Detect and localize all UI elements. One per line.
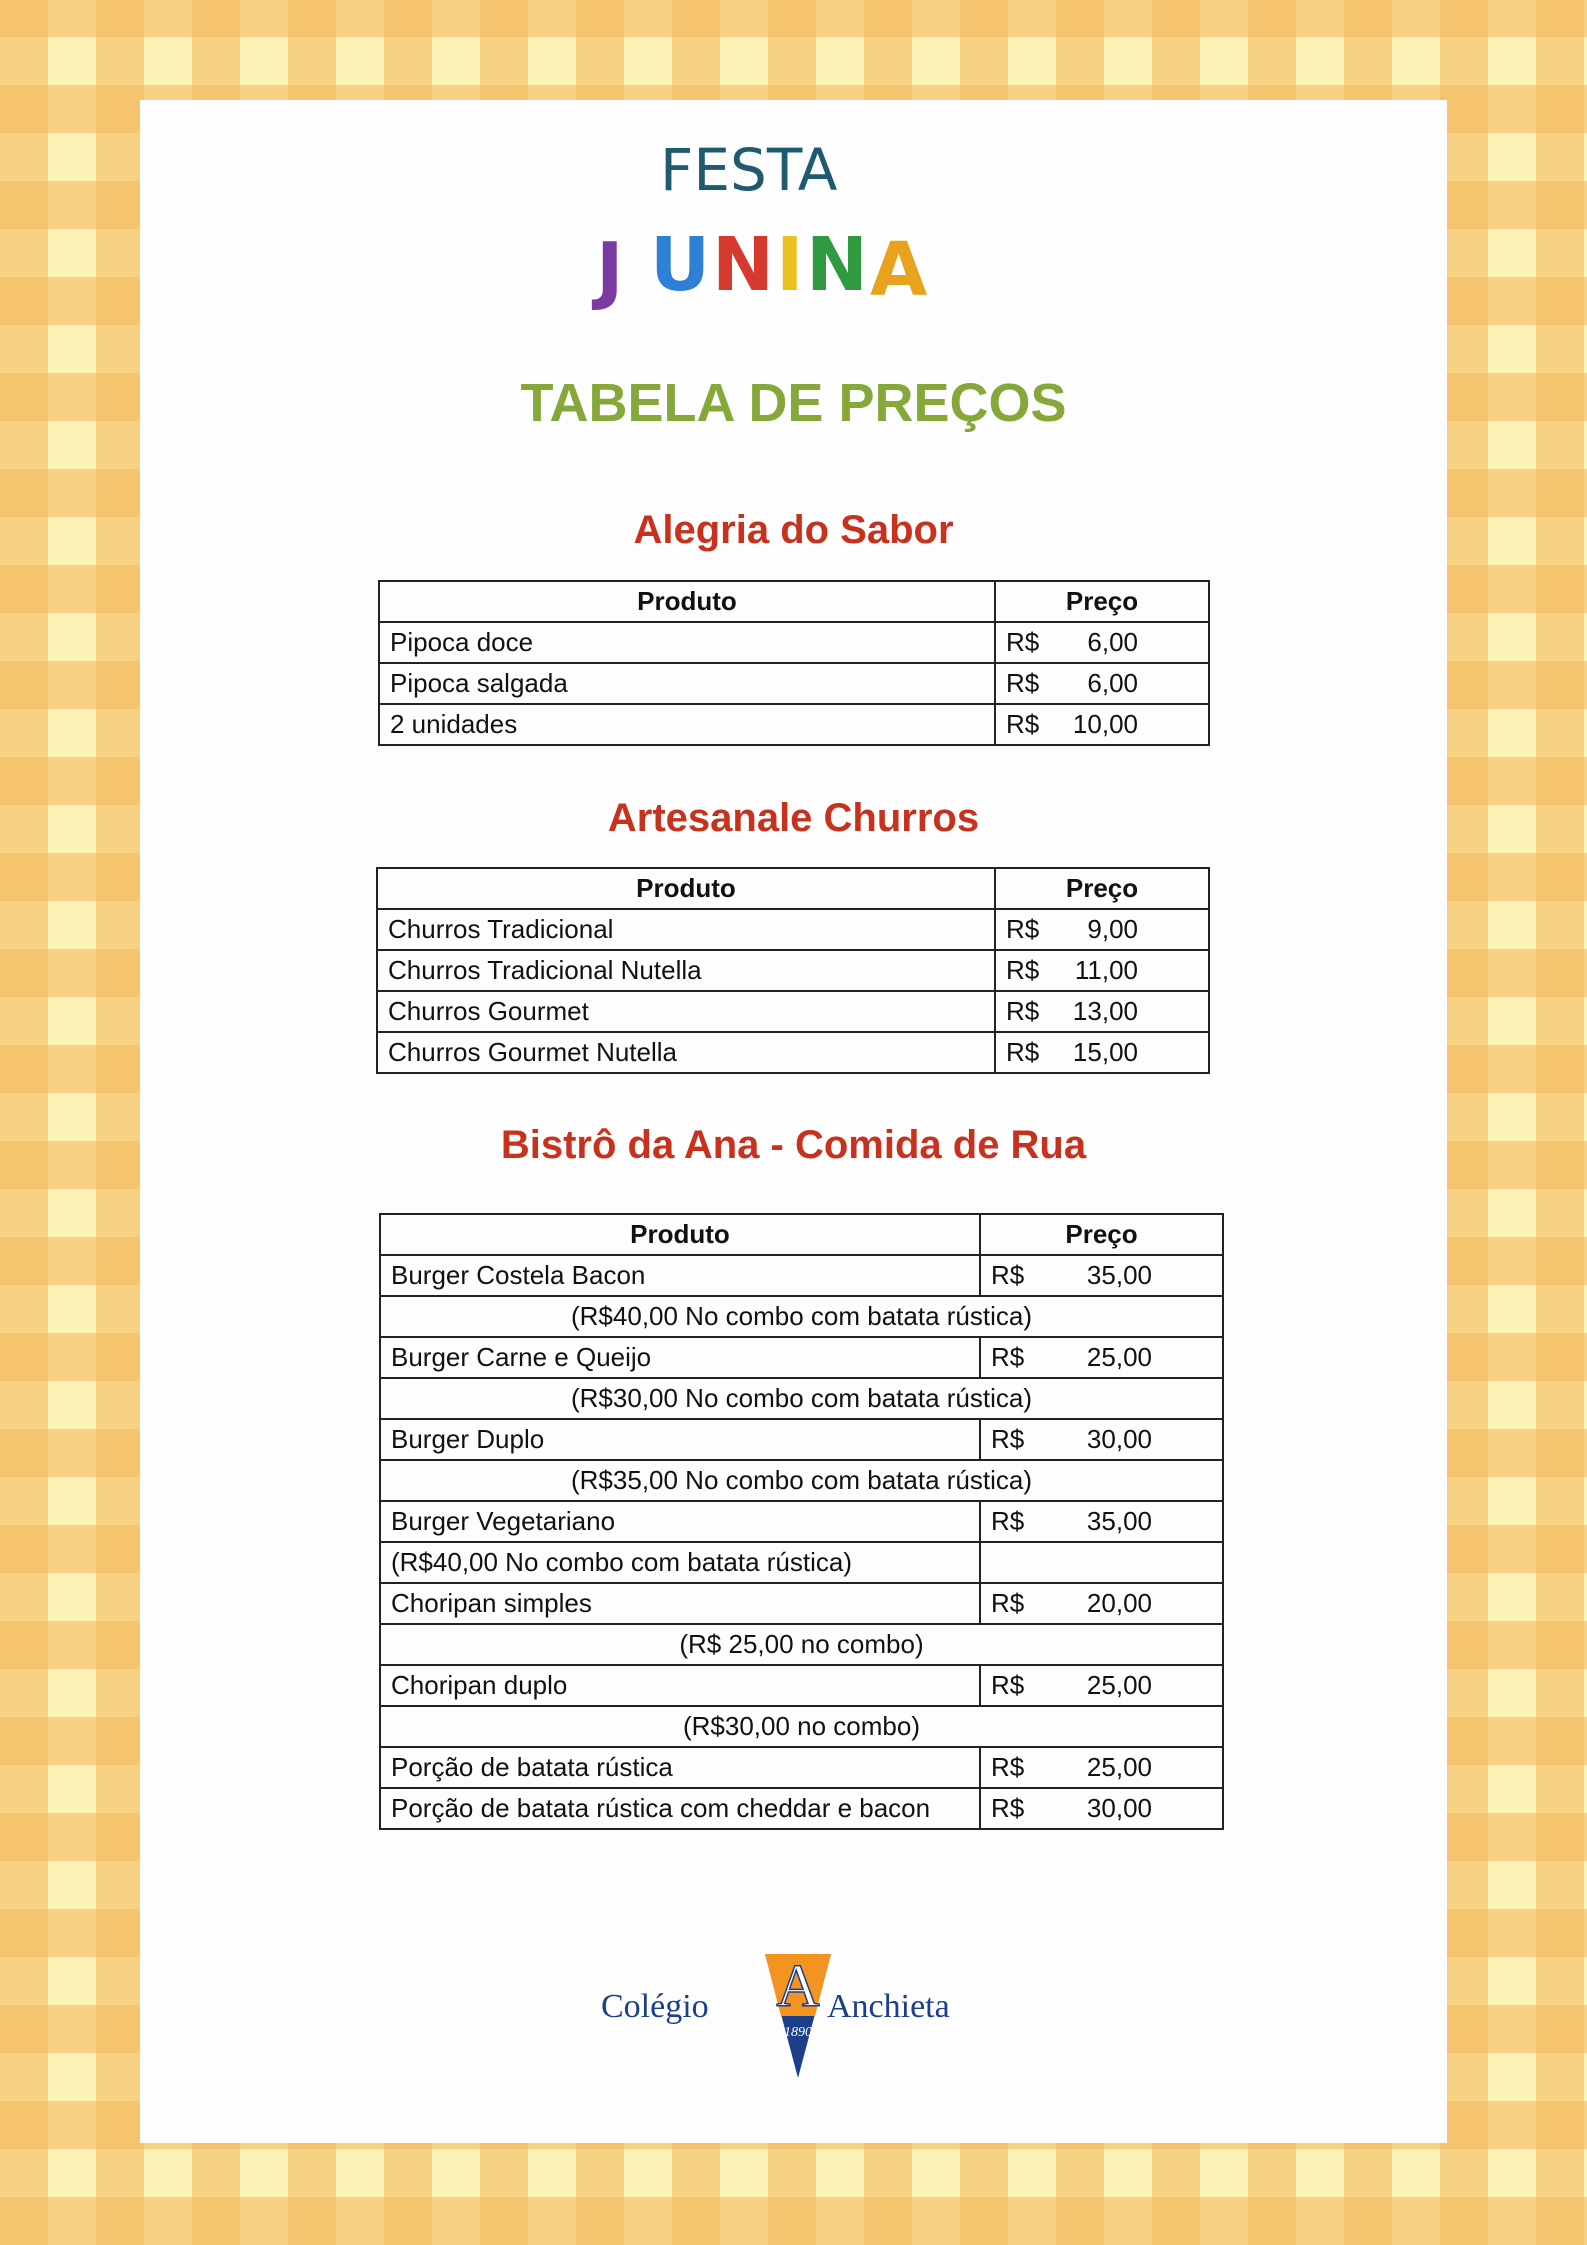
table-row [379,622,1209,663]
currency: R$ [995,950,1046,991]
price-value: 30,00 [1031,1788,1223,1829]
combo-note: (R$35,00 No combo com batata rústica) [380,1460,1223,1501]
table-row [380,1747,1223,1788]
product-name: Burger Duplo [380,1419,980,1460]
page-title: TABELA DE PREÇOS [520,373,1067,433]
currency: R$ [995,622,1046,663]
table-row [380,1788,1223,1829]
logo-letter-n2: N [806,222,868,308]
table-header [377,868,1209,909]
product-name: Burger Costela Bacon [380,1255,980,1296]
section-title-alegria: Alegria do Sabor [633,508,954,552]
product-name: Churros Gourmet [377,991,995,1032]
logo-word-colegio: Colégio [601,1988,709,2025]
product-name: Porção de batata rústica [380,1747,980,1788]
table-row [380,1665,1223,1706]
price-table-churros [376,867,1210,1074]
price-value: 25,00 [1031,1337,1223,1378]
header-product: Produto [377,868,995,909]
combo-note-row [380,1706,1223,1747]
price-value: 9,00 [1046,909,1209,950]
logo-year: 1890 [784,2025,812,2040]
festa-junina-logo [590,130,990,330]
logo-letter-a: A [870,227,928,313]
header-product: Produto [379,581,995,622]
combo-note-row [380,1460,1223,1501]
price-table-alegria [378,580,1210,746]
currency: R$ [995,1032,1046,1073]
combo-note-row [380,1624,1223,1665]
currency: R$ [980,1665,1031,1706]
header-price: Preço [995,868,1209,909]
combo-note-row [380,1378,1223,1419]
combo-note: (R$30,00 no combo) [380,1706,1223,1747]
combo-note: (R$ 25,00 no combo) [380,1624,1223,1665]
logo-word-anchieta: Anchieta [827,1988,950,2025]
combo-note: (R$40,00 No combo com batata rústica) [380,1296,1223,1337]
product-name: Churros Gourmet Nutella [377,1032,995,1073]
empty-cell [980,1542,1223,1583]
currency: R$ [980,1337,1031,1378]
table-row [380,1583,1223,1624]
price-value: 15,00 [1046,1032,1209,1073]
price-value: 11,00 [1046,950,1209,991]
logo-letter-u: U [650,222,711,308]
currency: R$ [995,704,1046,745]
currency: R$ [980,1255,1031,1296]
product-name: Burger Carne e Queijo [380,1337,980,1378]
currency: R$ [980,1419,1031,1460]
combo-note-row [380,1542,1223,1583]
anchieta-shield-icon [763,1948,833,2083]
section-title-bistro: Bistrô da Ana - Comida de Rua [500,1123,1087,1167]
product-name: Churros Tradicional Nutella [377,950,995,991]
price-value: 20,00 [1031,1583,1223,1624]
price-value: 10,00 [1046,704,1209,745]
product-name: Choripan simples [380,1583,980,1624]
table-row [377,950,1209,991]
table-row [380,1501,1223,1542]
logo-letter-i: I [776,222,804,308]
product-name: Porção de batata rústica com cheddar e bacon [380,1788,980,1829]
table-row [377,909,1209,950]
currency: R$ [995,991,1046,1032]
currency: R$ [980,1747,1031,1788]
product-name: 2 unidades [379,704,995,745]
product-name: Pipoca doce [379,622,995,663]
section-title-churros: Artesanale Churros [607,796,980,840]
product-name: Choripan duplo [380,1665,980,1706]
table-row [380,1419,1223,1460]
table-row [380,1337,1223,1378]
table-header [380,1214,1223,1255]
product-name: Pipoca salgada [379,663,995,704]
price-value: 30,00 [1031,1419,1223,1460]
table-row [377,991,1209,1032]
table-row [377,1032,1209,1073]
table-row [379,704,1209,745]
price-value: 6,00 [1046,622,1209,663]
logo-letter-j: J [596,227,624,313]
header-price: Preço [995,581,1209,622]
price-value: 25,00 [1031,1747,1223,1788]
price-value: 35,00 [1031,1255,1223,1296]
combo-note: (R$40,00 No combo com batata rústica) [380,1542,980,1583]
product-name: Burger Vegetariano [380,1501,980,1542]
currency: R$ [980,1583,1031,1624]
svg-text:A: A [776,1953,820,2019]
table-header [379,581,1209,622]
logo-letter-n: N [712,222,774,308]
price-value: 35,00 [1031,1501,1223,1542]
logo-festa-text: FESTA [660,136,838,204]
price-value: 13,00 [1046,991,1209,1032]
colegio-anchieta-logo [595,1948,995,2083]
price-value: 25,00 [1031,1665,1223,1706]
combo-note-row [380,1296,1223,1337]
price-value: 6,00 [1046,663,1209,704]
price-table-bistro [379,1213,1224,1830]
currency: R$ [995,663,1046,704]
currency: R$ [980,1501,1031,1542]
table-row [379,663,1209,704]
currency: R$ [980,1788,1031,1829]
header-product: Produto [380,1214,980,1255]
table-row [380,1255,1223,1296]
header-price: Preço [980,1214,1223,1255]
product-name: Churros Tradicional [377,909,995,950]
combo-note: (R$30,00 No combo com batata rústica) [380,1378,1223,1419]
currency: R$ [995,909,1046,950]
